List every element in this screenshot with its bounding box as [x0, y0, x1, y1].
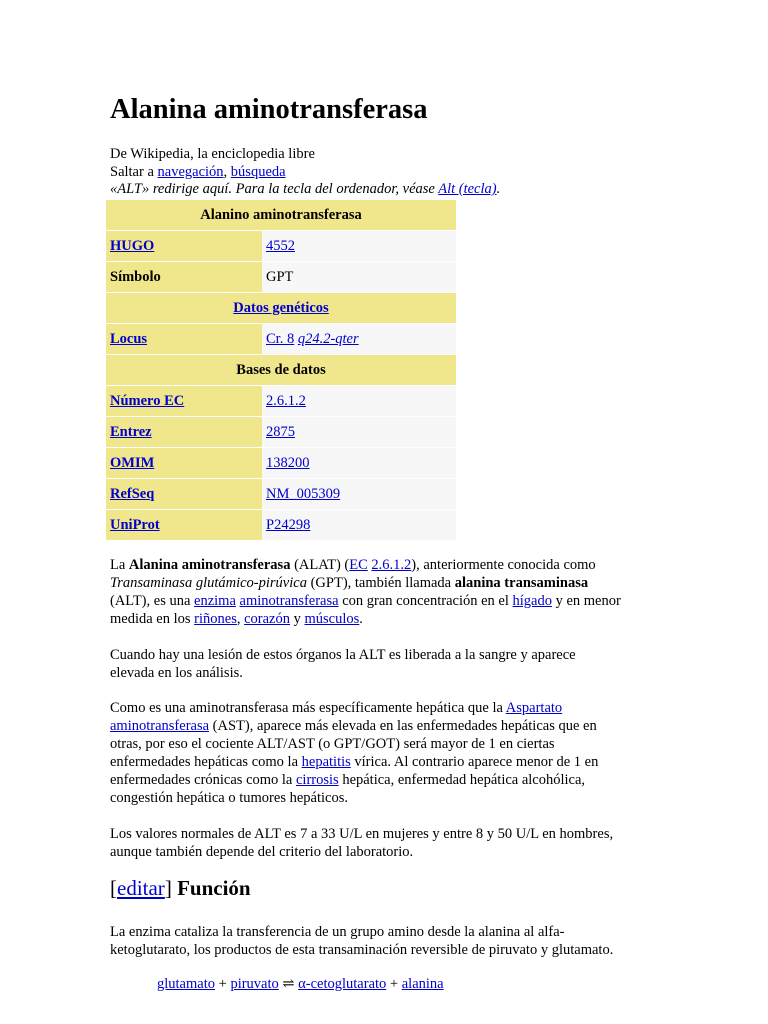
locus-link[interactable]: Locus [110, 330, 148, 347]
locus-band-link[interactable]: q24.2-qter [297, 330, 359, 347]
aminotransferase-link[interactable]: aminotransferasa [239, 593, 339, 609]
text-line [110, 592, 665, 610]
equilibrium-arrow: ⇌ [278, 976, 299, 992]
text-line: La enzima cataliza la transferencia de un grupo amino desde la alanina al alfa- [110, 924, 565, 940]
infobox-value [262, 510, 456, 541]
alanine-link[interactable]: alanina [401, 976, 444, 992]
omim-link[interactable]: OMIM [110, 454, 155, 471]
text-line: Cuando hay una lesión de estos órganos la ALT es liberada a la sangre y aparece [110, 647, 576, 663]
glutamate-link[interactable]: glutamato [157, 976, 215, 992]
plus-sign: + [215, 976, 231, 992]
infobox-value: GPT [262, 262, 456, 293]
reaction-equation [157, 976, 444, 993]
text: (GPT), también llamada [306, 575, 455, 591]
text: enfermedades hepáticas como la [110, 754, 302, 770]
hugo-value-link[interactable]: 4552 [266, 237, 295, 254]
text: enfermedades crónicas como la [110, 772, 296, 788]
pyruvate-link[interactable]: piruvato [230, 976, 279, 992]
page-title: Alanina aminotransferasa [110, 94, 428, 125]
text-line [110, 610, 665, 628]
infobox-key [106, 417, 262, 448]
paragraph-lesion [110, 646, 665, 682]
cirrhosis-link[interactable]: cirrosis [296, 772, 339, 788]
infobox-key [106, 448, 262, 479]
source-line: De Wikipedia, la enciclopedia libre [110, 146, 315, 162]
text-line [110, 771, 665, 789]
text: ), anteriormente conocida como [411, 557, 596, 573]
uniprot-link[interactable]: UniProt [110, 516, 160, 533]
infobox-key [106, 231, 262, 262]
redirect-text: «ALT» redirige aquí. Para la tecla del ordenador, véase [110, 181, 439, 197]
infobox-key [106, 510, 262, 541]
infobox-section-db: Bases de datos [106, 355, 456, 386]
search-link[interactable]: búsqueda [230, 164, 286, 180]
paragraph-function [110, 923, 665, 959]
text: vírica. Al contrario aparece menor de 1 en [350, 754, 599, 770]
section-title: Función [171, 876, 251, 900]
text: (AST), aparece más elevada en las enfermedades hepáticas que en [209, 718, 597, 734]
alt-key-link[interactable]: Alt (tecla) [438, 181, 497, 197]
hepatitis-link[interactable]: hepatitis [301, 754, 351, 770]
ec-number-link[interactable]: Número EC [110, 392, 185, 409]
infobox-value [262, 417, 456, 448]
edit-link[interactable]: editar [117, 876, 165, 900]
omim-value-link[interactable]: 138200 [266, 454, 310, 471]
italic-term: Transaminasa glutámico-pirúvica [110, 575, 307, 591]
aspartate-aminotransferase-link[interactable]: aminotransferasa [110, 718, 210, 734]
text-line: elevada en los análisis. [110, 665, 243, 681]
infobox-value [262, 231, 456, 262]
text-line [110, 717, 665, 735]
bold-term: alanina transaminasa [454, 575, 589, 591]
infobox-value [262, 386, 456, 417]
liver-link[interactable]: hígado [512, 593, 552, 609]
infobox-row [106, 386, 456, 417]
bold-term: Alanina aminotransferasa [128, 557, 291, 573]
refseq-link[interactable]: RefSeq [110, 485, 155, 502]
text-line [110, 556, 665, 574]
bracket: [ [110, 876, 117, 900]
text: hepática, enfermedad hepática alcohólica, [338, 772, 586, 788]
jump-links [110, 163, 286, 181]
infobox-row [106, 231, 456, 262]
ketoglutarate-link[interactable]: α-cetoglutarato [298, 976, 387, 992]
infobox-value [262, 479, 456, 510]
text: Como es una aminotransferasa más específicamente hepática que la [110, 700, 506, 716]
text-line: aunque también depende del criterio del laboratorio. [110, 844, 414, 860]
text: y en menor [551, 593, 621, 609]
infobox-row [106, 417, 456, 448]
infobox-row [106, 479, 456, 510]
text-line [110, 574, 665, 592]
infobox-row [106, 324, 456, 355]
kidneys-link[interactable]: riñones [194, 611, 237, 627]
entrez-value-link[interactable]: 2875 [266, 423, 295, 440]
text: medida en los [110, 611, 195, 627]
text-line: ketoglutarato, los productos de esta transaminación reversible de piruvato y glutamato. [110, 942, 614, 958]
aspartate-link[interactable]: Aspartato [505, 700, 563, 716]
infobox-value [262, 448, 456, 479]
jump-sep: , [223, 164, 231, 180]
infobox-title: Alanino aminotransferasa [106, 200, 456, 231]
infobox-value [262, 324, 456, 355]
enzyme-link[interactable]: enzima [194, 593, 236, 609]
paragraph-values [110, 825, 665, 861]
navigation-link[interactable]: navegación [157, 164, 224, 180]
text: (ALAT) ( [290, 557, 350, 573]
infobox-key [106, 479, 262, 510]
redirect-end: . [496, 181, 501, 197]
infobox-key: Símbolo [106, 262, 262, 293]
text: . [359, 611, 363, 627]
section-heading-funcion [110, 876, 251, 901]
infobox-row [106, 448, 456, 479]
paragraph-ratio [110, 699, 665, 807]
text-line [110, 699, 665, 717]
uniprot-value-link[interactable]: P24298 [266, 516, 311, 533]
text: La [110, 557, 129, 573]
hugo-link[interactable]: HUGO [110, 237, 155, 254]
chromosome-link[interactable]: Cr. 8 [266, 330, 295, 347]
text-line: congestión hepática o tumores hepáticos. [110, 790, 348, 806]
ec-value-link[interactable]: 2.6.1.2 [266, 392, 306, 409]
infobox-section-genetic [106, 293, 456, 324]
bracket: ] [164, 876, 172, 900]
infobox-row [106, 262, 456, 293]
infobox-key [106, 324, 262, 355]
infobox-key [106, 386, 262, 417]
ec-link[interactable]: EC [349, 557, 368, 573]
text: y [290, 611, 305, 627]
muscles-link[interactable]: músculos [304, 611, 360, 627]
text-line [110, 753, 665, 771]
jump-prefix: Saltar a [110, 164, 158, 180]
refseq-value-link[interactable]: NM_005309 [266, 485, 341, 502]
plus-sign: + [386, 976, 402, 992]
infobox-row [106, 510, 456, 541]
text-line: Los valores normales de ALT es 7 a 33 U/L en mujeres y entre 8 y 50 U/L en hombres, [110, 826, 614, 842]
heart-link[interactable]: corazón [244, 611, 290, 627]
text: (ALT), es una [110, 593, 195, 609]
ec-number-text-link[interactable]: 2.6.1.2 [371, 557, 412, 573]
redirect-note [110, 180, 500, 198]
entrez-link[interactable]: Entrez [110, 423, 152, 440]
text-line: otras, por eso el cociente ALT/AST (o GPT/GOT) será mayor de 1 en ciertas [110, 736, 555, 752]
text: con gran concentración en el [338, 593, 513, 609]
infobox [106, 200, 456, 541]
text: , [236, 611, 245, 627]
paragraph-intro [110, 556, 665, 628]
genetic-data-link[interactable]: Datos genéticos [233, 299, 329, 316]
